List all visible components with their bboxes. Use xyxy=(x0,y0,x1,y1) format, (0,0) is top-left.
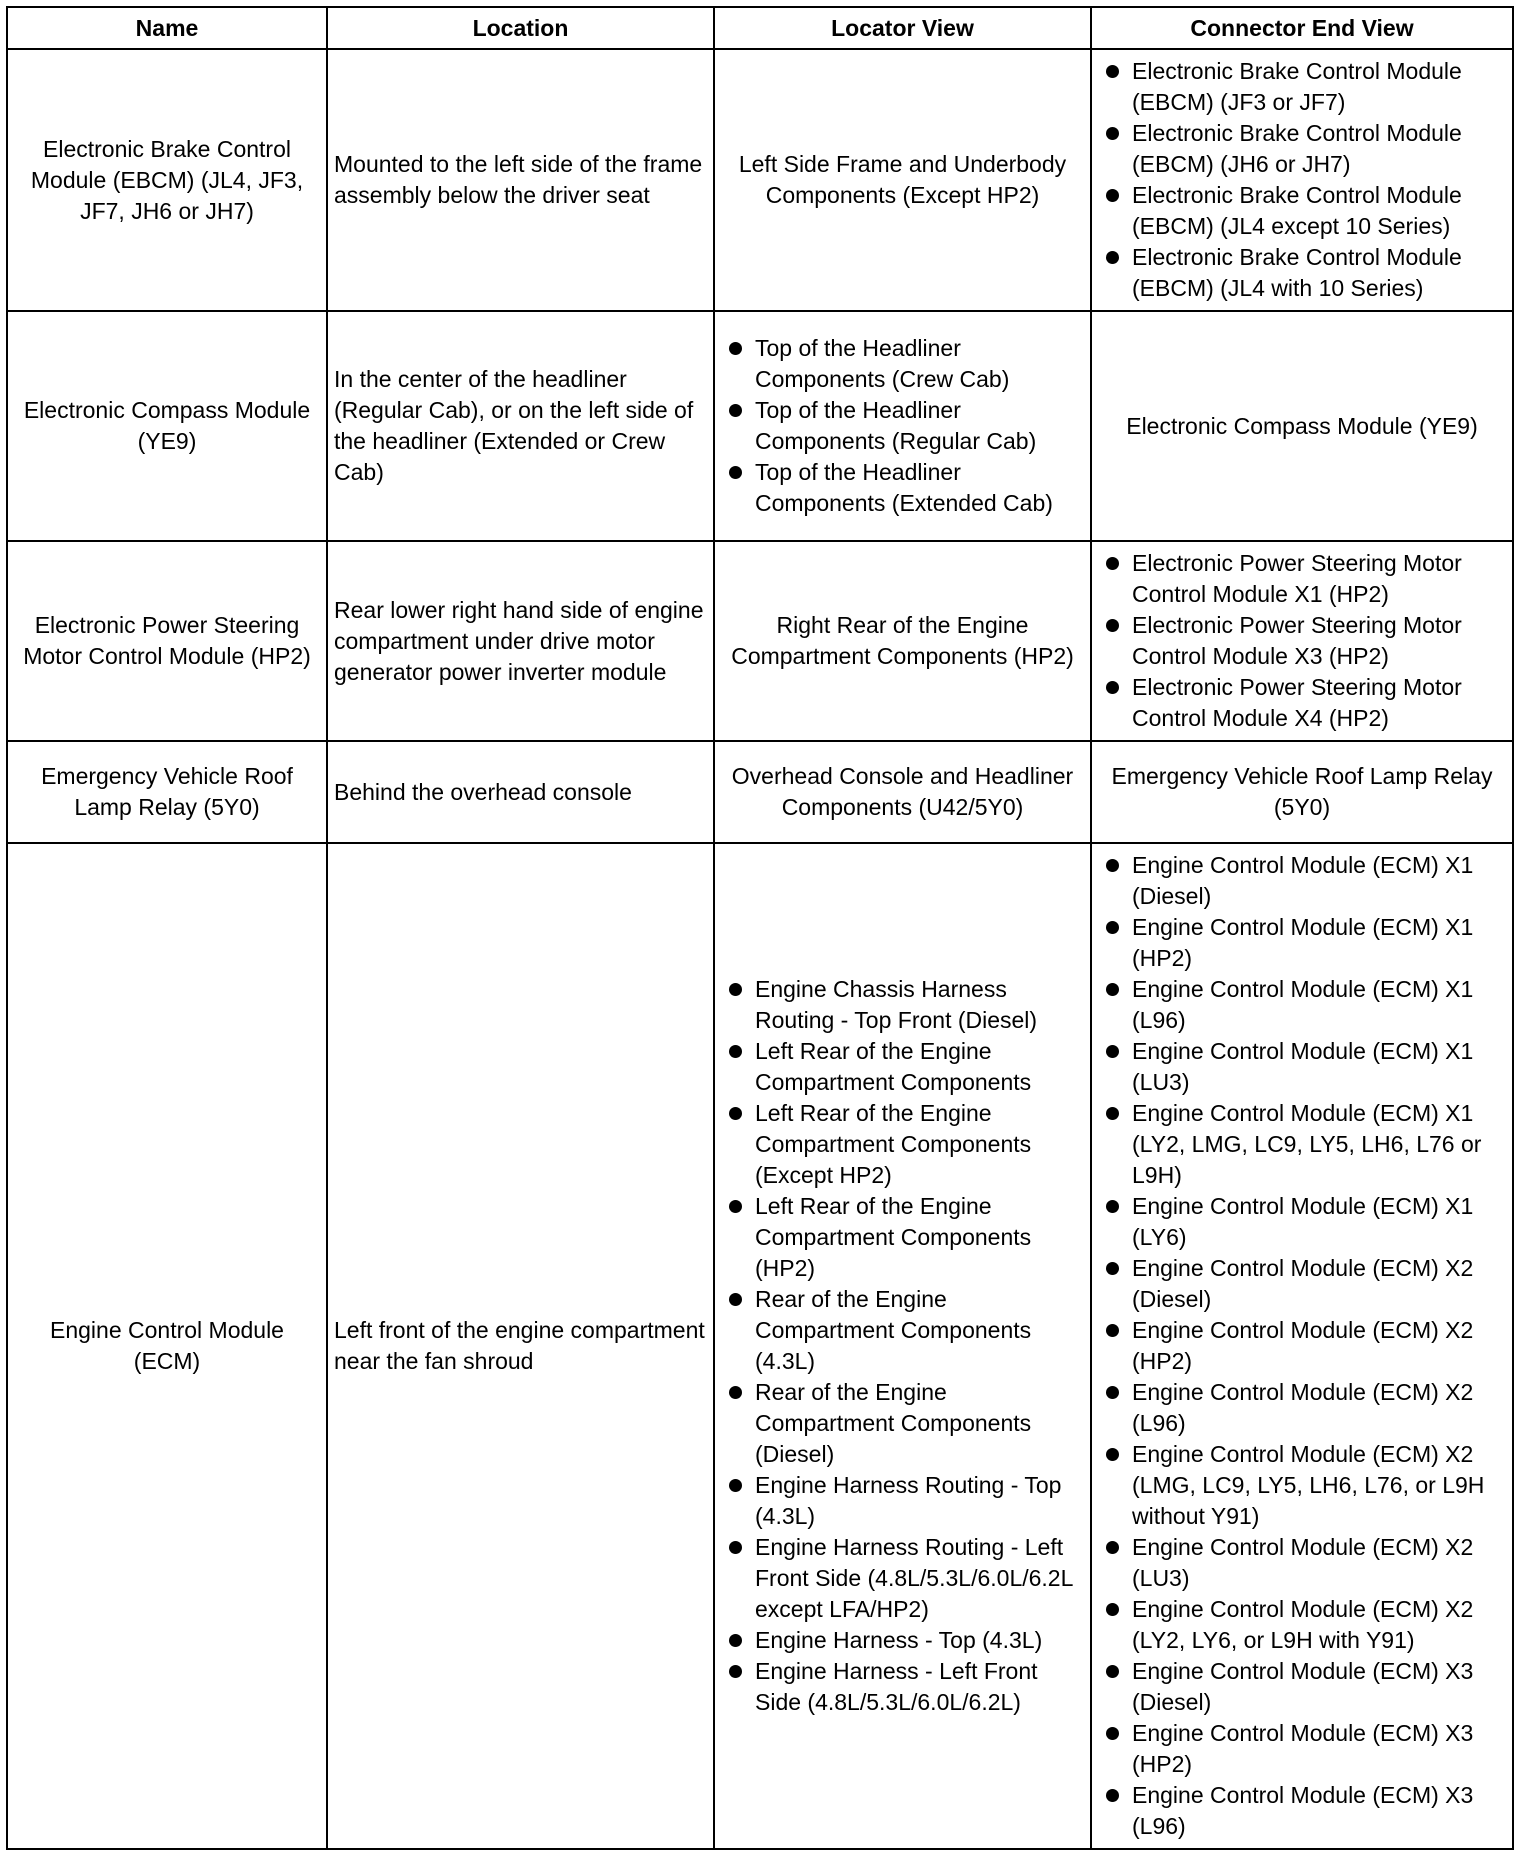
locator-view-cell xyxy=(714,311,1091,541)
connector-item: Engine Control Module (ECM) X2 (LY2, LY6, or L9H with Y91) xyxy=(1098,1594,1506,1656)
locator-item: Engine Harness Routing - Top (4.3L) xyxy=(721,1470,1084,1532)
connector-item: Engine Control Module (ECM) X1 (Diesel) xyxy=(1098,850,1506,912)
connector-item: Engine Control Module (ECM) X2 (L96) xyxy=(1098,1377,1506,1439)
connector-item: Engine Control Module (ECM) X2 (LMG, LC9, LY5, LH6, L76, or L9H without Y91) xyxy=(1098,1439,1506,1532)
connector-item: Engine Control Module (ECM) X1 (HP2) xyxy=(1098,912,1506,974)
name-cell: Engine Control Module (ECM) xyxy=(7,843,327,1849)
connector-item: Engine Control Module (ECM) X1 (L96) xyxy=(1098,974,1506,1036)
locator-item: Top of the Headliner Components (Crew Cab) xyxy=(721,333,1084,395)
locator-view-cell: Overhead Console and Headliner Components (U42/5Y0) xyxy=(714,741,1091,843)
header-row xyxy=(7,7,1513,49)
locator-item: Top of the Headliner Components (Extended Cab) xyxy=(721,457,1084,519)
connector-item: Engine Control Module (ECM) X3 (L96) xyxy=(1098,1780,1506,1842)
connector-item: Engine Control Module (ECM) X1 (LY6) xyxy=(1098,1191,1506,1253)
table-row xyxy=(7,741,1513,843)
connector-item: Electronic Brake Control Module (EBCM) (JF3 or JF7) xyxy=(1098,56,1506,118)
connector-item: Engine Control Module (ECM) X3 (HP2) xyxy=(1098,1718,1506,1780)
name-cell: Electronic Compass Module (YE9) xyxy=(7,311,327,541)
locator-item: Rear of the Engine Compartment Components (Diesel) xyxy=(721,1377,1084,1470)
connector-item: Engine Control Module (ECM) X3 (Diesel) xyxy=(1098,1656,1506,1718)
connector-item: Engine Control Module (ECM) X1 (LY2, LMG, LC9, LY5, LH6, L76 or L9H) xyxy=(1098,1098,1506,1191)
name-cell: Electronic Power Steering Motor Control Module (HP2) xyxy=(7,541,327,741)
connector-item: Electronic Power Steering Motor Control Module X1 (HP2) xyxy=(1098,548,1506,610)
location-cell: Mounted to the left side of the frame assembly below the driver seat xyxy=(327,49,714,311)
connector-item: Electronic Power Steering Motor Control Module X3 (HP2) xyxy=(1098,610,1506,672)
header-locator-view: Locator View xyxy=(714,7,1091,49)
location-cell: In the center of the headliner (Regular Cab), or on the left side of the headliner (Extended or Crew Cab) xyxy=(327,311,714,541)
connector-item: Engine Control Module (ECM) X1 (LU3) xyxy=(1098,1036,1506,1098)
connector-item: Engine Control Module (ECM) X2 (LU3) xyxy=(1098,1532,1506,1594)
table-row xyxy=(7,311,1513,541)
connector-item: Electronic Power Steering Motor Control Module X4 (HP2) xyxy=(1098,672,1506,734)
header-name: Name xyxy=(7,7,327,49)
locator-item: Left Rear of the Engine Compartment Components (Except HP2) xyxy=(721,1098,1084,1191)
locator-item: Engine Harness - Left Front Side (4.8L/5.3L/6.0L/6.2L) xyxy=(721,1656,1084,1718)
connector-item: Electronic Brake Control Module (EBCM) (JH6 or JH7) xyxy=(1098,118,1506,180)
connector-view-cell xyxy=(1091,843,1513,1849)
table-row xyxy=(7,843,1513,1849)
component-locator-table xyxy=(6,6,1514,1850)
header-location: Location xyxy=(327,7,714,49)
name-cell: Electronic Brake Control Module (EBCM) (JL4, JF3, JF7, JH6 or JH7) xyxy=(7,49,327,311)
header-connector-end-view: Connector End View xyxy=(1091,7,1513,49)
locator-item: Top of the Headliner Components (Regular Cab) xyxy=(721,395,1084,457)
locator-item: Left Rear of the Engine Compartment Components xyxy=(721,1036,1084,1098)
table-row xyxy=(7,541,1513,741)
locator-view-cell xyxy=(714,843,1091,1849)
locator-item: Rear of the Engine Compartment Components (4.3L) xyxy=(721,1284,1084,1377)
connector-view-cell xyxy=(1091,49,1513,311)
location-cell: Rear lower right hand side of engine compartment under drive motor generator power inverter module xyxy=(327,541,714,741)
connector-view-cell: Electronic Compass Module (YE9) xyxy=(1091,311,1513,541)
location-cell: Behind the overhead console xyxy=(327,741,714,843)
locator-item: Engine Harness Routing - Left Front Side (4.8L/5.3L/6.0L/6.2L except LFA/HP2) xyxy=(721,1532,1084,1625)
connector-view-cell xyxy=(1091,541,1513,741)
locator-item: Engine Harness - Top (4.3L) xyxy=(721,1625,1084,1656)
connector-item: Engine Control Module (ECM) X2 (HP2) xyxy=(1098,1315,1506,1377)
connector-item: Engine Control Module (ECM) X2 (Diesel) xyxy=(1098,1253,1506,1315)
connector-item: Electronic Brake Control Module (EBCM) (JL4 except 10 Series) xyxy=(1098,180,1506,242)
locator-item: Engine Chassis Harness Routing - Top Front (Diesel) xyxy=(721,974,1084,1036)
connector-view-cell: Emergency Vehicle Roof Lamp Relay (5Y0) xyxy=(1091,741,1513,843)
locator-view-cell: Right Rear of the Engine Compartment Components (HP2) xyxy=(714,541,1091,741)
locator-item: Left Rear of the Engine Compartment Components (HP2) xyxy=(721,1191,1084,1284)
name-cell: Emergency Vehicle Roof Lamp Relay (5Y0) xyxy=(7,741,327,843)
table-row xyxy=(7,49,1513,311)
locator-view-cell: Left Side Frame and Underbody Components (Except HP2) xyxy=(714,49,1091,311)
location-cell: Left front of the engine compartment near the fan shroud xyxy=(327,843,714,1849)
connector-item: Electronic Brake Control Module (EBCM) (JL4 with 10 Series) xyxy=(1098,242,1506,304)
